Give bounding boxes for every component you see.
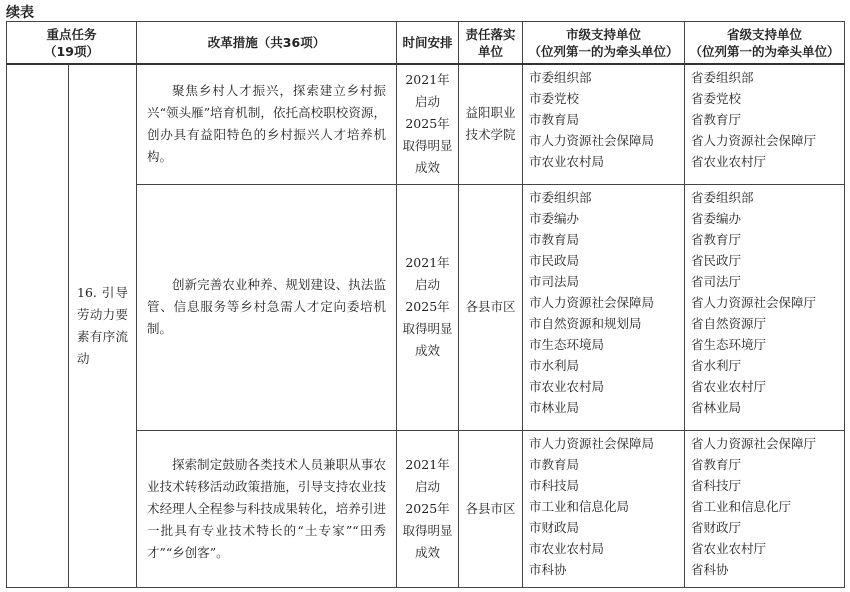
city-units-cell — [523, 430, 685, 587]
provincial-units-cell — [685, 430, 845, 587]
list-item: 市农业农村局 — [529, 378, 605, 394]
continued-label: 续表 — [6, 5, 34, 21]
schedule-cell: 2021年 启动 2025年 取得明显 成效 — [397, 64, 459, 184]
list-item: 市自然资源和规划局 — [529, 315, 642, 331]
list-item: 省农业农村厅 — [691, 540, 767, 556]
list-item: 省教育厅 — [691, 456, 742, 472]
header-schedule: 时间安排 — [397, 22, 459, 65]
list-item: 市林业局 — [529, 399, 580, 415]
list-item: 省司法厅 — [691, 273, 742, 289]
table-row — [7, 64, 845, 184]
measure-cell: 聚焦乡村人才振兴，探索建立乡村振兴“领头雁”培育机制，依托高校职校资源，创办具有益阳特色的乡村振兴人才培养机构。 — [137, 64, 397, 184]
city-units-cell — [523, 184, 685, 430]
provincial-units-cell — [685, 64, 845, 184]
responsible-cell: 各县市区 — [459, 184, 523, 430]
list-item: 市教育局 — [529, 456, 580, 472]
list-item: 省人力资源社会保障厅 — [691, 133, 817, 148]
list-item: 市科协 — [529, 561, 567, 577]
city-units-cell — [523, 64, 685, 184]
measure-cell: 创新完善农业种养、规划建设、执法监管、信息服务等乡村急需人才定向委培机制。 — [137, 184, 397, 430]
list-item: 省教育厅 — [691, 231, 742, 247]
list-item: 省农业农村厅 — [691, 378, 767, 394]
reform-measures-table — [6, 21, 845, 588]
list-item: 省委编办 — [691, 210, 742, 226]
list-item: 市农业农村局 — [529, 154, 605, 169]
list-item: 市民政局 — [529, 252, 580, 268]
list-item: 市工业和信息化局 — [529, 498, 630, 514]
list-item: 市人力资源社会保障局 — [529, 294, 655, 310]
list-item: 省林业局 — [691, 399, 742, 415]
list-item: 省教育厅 — [691, 112, 742, 127]
list-item: 省水利厅 — [691, 357, 742, 373]
list-item: 市教育局 — [529, 112, 580, 127]
responsible-cell: 益阳职业 技术学院 — [459, 64, 523, 184]
list-item: 市教育局 — [529, 231, 580, 247]
list-item: 省生态环境厅 — [691, 336, 767, 352]
list-item: 省委党校 — [691, 91, 742, 106]
list-item: 市科技局 — [529, 477, 580, 493]
list-item: 市水利局 — [529, 357, 580, 373]
task-cell: 16. 引导劳动力要素有序流动 — [69, 64, 137, 587]
list-item: 省人力资源社会保障厅 — [691, 294, 817, 310]
header-row — [7, 22, 845, 65]
list-item: 省科技厅 — [691, 477, 742, 493]
header-reform-measures: 改革措施（共36项） — [137, 22, 397, 65]
schedule-cell: 2021年 启动 2025年 取得明显 成效 — [397, 430, 459, 587]
list-item: 省委组织部 — [691, 70, 754, 85]
header-city-support: 市级支持单位 （位列第一的为牵头单位） — [523, 22, 685, 65]
header-provincial-support: 省级支持单位 （位列第一的为牵头单位） — [685, 22, 845, 65]
list-item: 省科协 — [691, 561, 729, 577]
list-item: 市财政局 — [529, 519, 580, 535]
list-item: 省民政厅 — [691, 252, 742, 268]
responsible-cell: 各县市区 — [459, 430, 523, 587]
list-item: 市生态环境局 — [529, 336, 605, 352]
list-item: 省委组织部 — [691, 189, 754, 205]
list-item: 市委组织部 — [529, 70, 592, 85]
list-item: 市委组织部 — [529, 189, 592, 205]
list-item: 省农业农村厅 — [691, 154, 767, 169]
list-item: 省工业和信息化厅 — [691, 498, 792, 514]
provincial-units-cell — [685, 184, 845, 430]
list-item: 市人力资源社会保障局 — [529, 435, 655, 451]
list-item: 市委党校 — [529, 91, 580, 106]
list-item: 市农业农村局 — [529, 540, 605, 556]
header-responsible-unit: 责任落实 单位 — [459, 22, 523, 65]
list-item: 市人力资源社会保障局 — [529, 133, 655, 148]
list-item: 省财政厅 — [691, 519, 742, 535]
parent-task-cell — [7, 64, 69, 587]
list-item: 省人力资源社会保障厅 — [691, 435, 817, 451]
header-key-tasks: 重点任务 （19项） — [7, 22, 137, 65]
list-item: 市司法局 — [529, 273, 580, 289]
list-item: 省自然资源厅 — [691, 315, 767, 331]
measure-cell: 探索制定鼓励各类技术人员兼职从事农业技术转移活动政策措施，引导支持农业技术经理人全程参与科技成果转化，培养引进一批具有专业技术特长的“土专家”“田秀才”“乡创客”。 — [137, 430, 397, 587]
schedule-cell: 2021年 启动 2025年 取得明显 成效 — [397, 184, 459, 430]
list-item: 市委编办 — [529, 210, 580, 226]
